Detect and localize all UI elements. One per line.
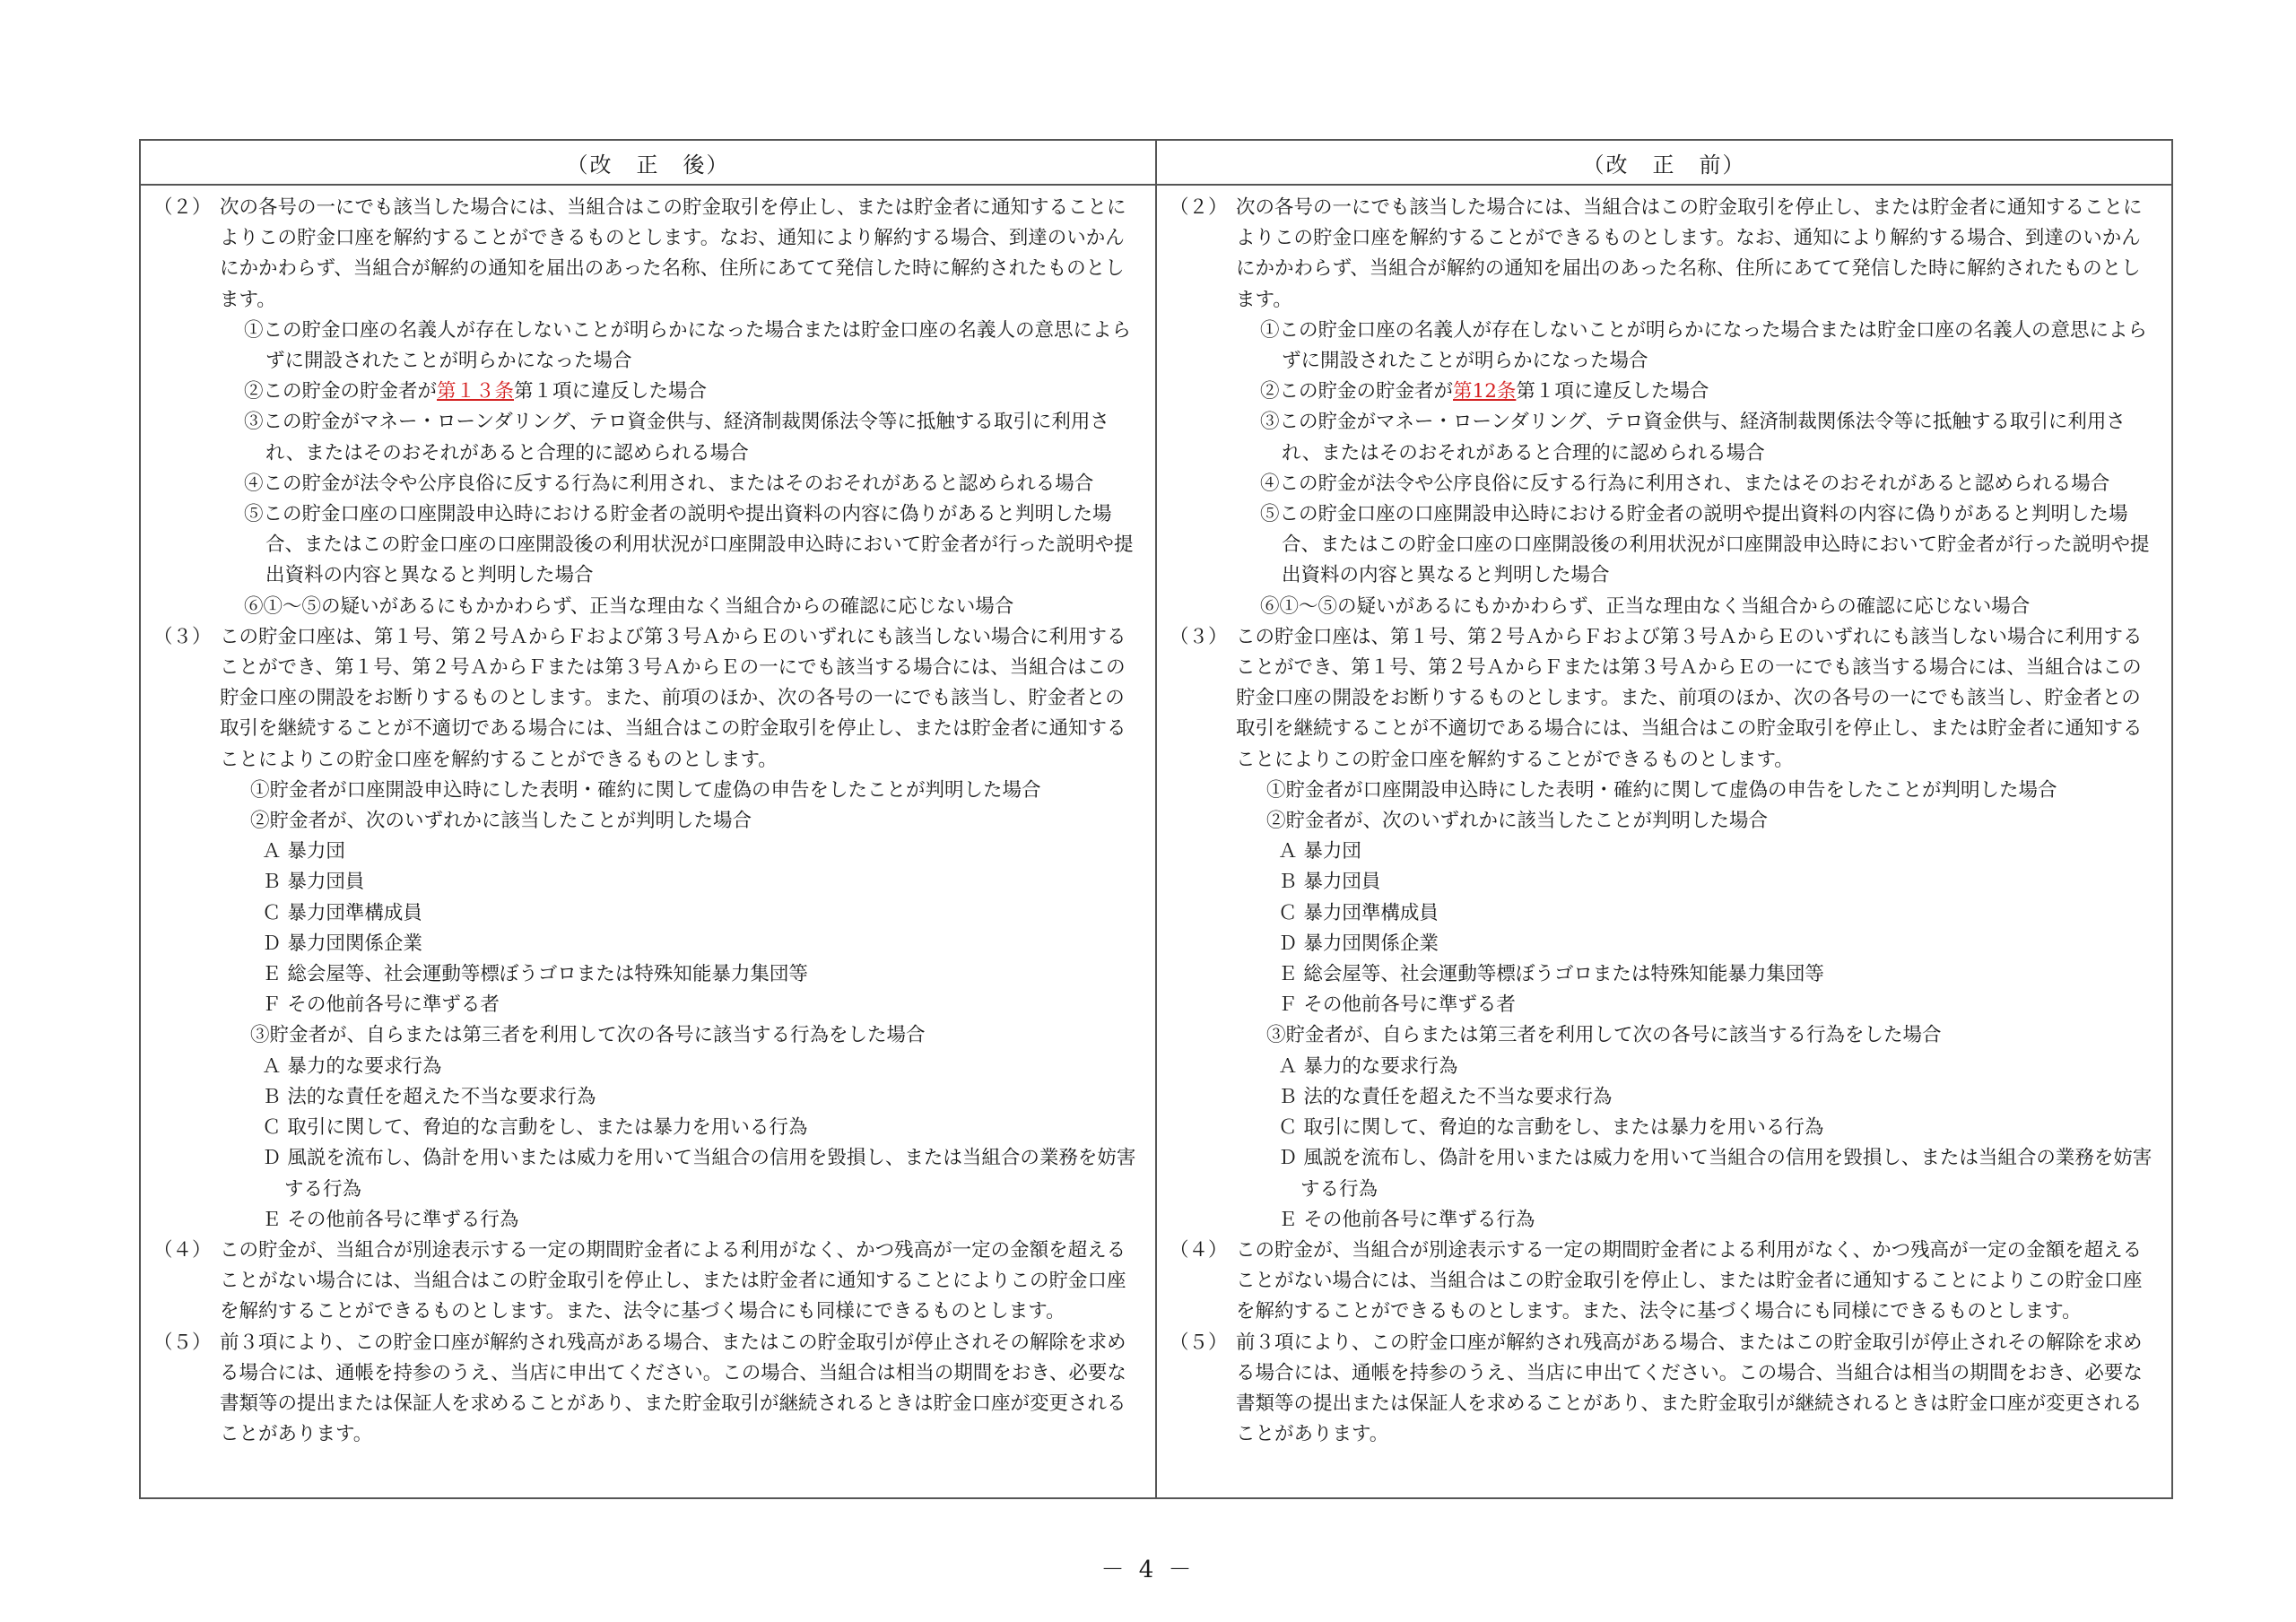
clause-4 [1170, 1236, 2159, 1328]
clause-5 [153, 1328, 1143, 1451]
list-item: ③貯金者が、自らまたは第三者を利用して次の各号に該当する行為をした場合 [250, 1024, 926, 1047]
clause-number: （４） [1170, 1238, 1228, 1262]
clause-2 [1170, 193, 2159, 316]
list-item: ③この貯金がマネー・ローンダリング、テロ資金供与、経済制裁関係法令等に抵触する取引に利用され、またはそのおそれがあると合理的に認められる場合 [1260, 411, 2126, 464]
page-number: － 4 － [1100, 1557, 1196, 1583]
column-after [141, 186, 1155, 1497]
list-item: ④この貯金が法令や公序良俗に反する行為に利用され、またはそのおそれがあると認められる場合 [1260, 472, 2110, 495]
list-item: ②貯金者が、次のいずれかに該当したことが判明した場合 [250, 810, 752, 833]
sub-item: Ａ 暴力団 [1278, 840, 1361, 863]
sub-item: Ａ 暴力的な要求行為 [1278, 1054, 1458, 1078]
list-item: ⑥①～⑤の疑いがあるにもかかわらず、正当な理由なく当組合からの確認に応じない場合 [244, 594, 1014, 618]
list-item: ③この貯金がマネー・ローンダリング、テロ資金供与、経済制裁関係法令等に抵触する取引に利用され、またはそのおそれがあると合理的に認められる場合 [244, 411, 1109, 464]
sub-item: Ｄ 風説を流布し、偽計を用いまたは威力を用いて当組合の信用を毀損し、または当組合の業務を妨害する行為 [262, 1147, 1136, 1201]
sub-item: Ｂ 法的な責任を超えた不当な要求行為 [1278, 1085, 1613, 1108]
table-body [141, 186, 2171, 1497]
sub-item: Ａ 暴力的な要求行為 [262, 1054, 442, 1078]
list-item: ②この貯金の貯金者が第12条第１項に違反した場合 [1260, 380, 1709, 403]
list-item: ⑥①～⑤の疑いがあるにもかかわらず、正当な理由なく当組合からの確認に応じない場合 [1260, 594, 2031, 618]
list-item: ①貯金者が口座開設申込時にした表明・確約に関して虚偽の申告をしたことが判明した場合 [250, 778, 1041, 802]
sub-item: Ａ 暴力団 [262, 840, 345, 863]
list-item: ⑤この貯金口座の口座開設申込時における貯金者の説明や提出資料の内容に偽りがあると判明した場合、またはこの貯金口座の口座開設後の利用状況が口座開設申込時において貯金者が行った説明や提出資料の内容と異なると判明した場合 [1260, 503, 2150, 587]
article-reference: 第12条 [1453, 380, 1517, 403]
sub-item: Ｃ 取引に関して、脅迫的な言動をし、または暴力を用いる行為 [262, 1116, 808, 1140]
list-item: ②この貯金の貯金者が第１３条第１項に違反した場合 [244, 380, 708, 403]
table-header [141, 141, 2171, 186]
clause-number: （５） [153, 1331, 212, 1354]
clause-text: この貯金口座は、第１号、第２号ＡからＦおよび第３号ＡからＥのいずれにも該当しない場合に利用することができ、第１号、第２号ＡからＦまたは第３号ＡからＥの一にでも該当する場合には、当組合はこの貯金口座の開設をお断りするものとします。また、前項のほか、次の各号の一にでも該当し、貯金者との取引を継続することが不適切である場合には、当組合はこの貯金取引を停止し、または貯金者に通知することによりこの貯金口座を解約することができるものとします。 [1236, 625, 2143, 771]
clause-text: この貯金が、当組合が別途表示する一定の期間貯金者による利用がなく、かつ残高が一定の金額を超えることがない場合には、当組合はこの貯金取引を停止し、または貯金者に通知することによりこの貯金口座を解約することができるものとします。また、法令に基づく場合にも同様にできるものとします。 [1236, 1238, 2143, 1323]
clause-number: （３） [153, 625, 212, 648]
sub-item: Ｄ 風説を流布し、偽計を用いまたは威力を用いて当組合の信用を毀損し、または当組合の業務を妨害する行為 [1278, 1147, 2152, 1201]
sub-item: Ｅ 総会屋等、社会運動等標ぼうゴロまたは特殊知能暴力集団等 [1278, 963, 1824, 986]
list-item: ①この貯金口座の名義人が存在しないことが明らかになった場合または貯金口座の名義人の意思によらずに開設されたことが明らかになった場合 [244, 318, 1132, 373]
clause-5 [1170, 1328, 2159, 1451]
clause-text: この貯金が、当組合が別途表示する一定の期間貯金者による利用がなく、かつ残高が一定の金額を超えることがない場合には、当組合はこの貯金取引を停止し、または貯金者に通知することによりこの貯金口座を解約することができるものとします。また、法令に基づく場合にも同様にできるものとします。 [220, 1238, 1126, 1323]
column-before [1155, 186, 2171, 1497]
sub-item: Ｄ 暴力団関係企業 [1278, 932, 1439, 955]
list-item: ③貯金者が、自らまたは第三者を利用して次の各号に該当する行為をした場合 [1266, 1024, 1942, 1047]
clause-number: （４） [153, 1238, 212, 1262]
comparison-table [139, 139, 2173, 1499]
clause-text: 前３項により、この貯金口座が解約され残高がある場合、またはこの貯金取引が停止されその解除を求める場合には、通帳を持参のうえ、当店に申出てください。この場合、当組合は相当の期間をおき、必要な書類等の提出または保証人を求めることがあり、また貯金取引が継続されるときは貯金口座が変更されることがあります。 [220, 1331, 1126, 1446]
clause-3 [153, 622, 1143, 776]
sub-item: Ｃ 暴力団準構成員 [1278, 901, 1439, 924]
sub-item: Ｆ その他前各号に準ずる者 [262, 993, 500, 1017]
list-item: ②貯金者が、次のいずれかに該当したことが判明した場合 [1266, 810, 1769, 833]
clause-number: （２） [1170, 196, 1228, 219]
sub-item: Ｅ 総会屋等、社会運動等標ぼうゴロまたは特殊知能暴力集団等 [262, 963, 808, 986]
clause-text: この貯金口座は、第１号、第２号ＡからＦおよび第３号ＡからＥのいずれにも該当しない場合に利用することができ、第１号、第２号ＡからＦまたは第３号ＡからＥの一にでも該当する場合には、当組合はこの貯金口座の開設をお断りするものとします。また、前項のほか、次の各号の一にでも該当し、貯金者との取引を継続することが不適切である場合には、当組合はこの貯金取引を停止し、または貯金者に通知することによりこの貯金口座を解約することができるものとします。 [220, 625, 1126, 771]
sub-item: Ｃ 取引に関して、脅迫的な言動をし、または暴力を用いる行為 [1278, 1116, 1824, 1140]
sub-item: Ｂ 暴力団員 [262, 871, 365, 894]
clause-text: 次の各号の一にでも該当した場合には、当組合はこの貯金取引を停止し、または貯金者に通知することによりこの貯金口座を解約することができるものとします。なお、通知により解約する場合、到達のいかんにかかわらず、当組合が解約の通知を届出のあった名称、住所にあてて発信した時に解約されたものとします。 [1236, 196, 2143, 311]
list-item: ①貯金者が口座開設申込時にした表明・確約に関して虚偽の申告をしたことが判明した場合 [1266, 778, 2057, 802]
sub-item: Ｂ 暴力団員 [1278, 871, 1381, 894]
sub-item: Ｃ 暴力団準構成員 [262, 901, 422, 924]
clause-3 [1170, 622, 2159, 776]
header-before: （改 正 前） [1155, 141, 2171, 184]
clause-number: （３） [1170, 625, 1228, 648]
clause-text: 次の各号の一にでも該当した場合には、当組合はこの貯金取引を停止し、または貯金者に通知することによりこの貯金口座を解約することができるものとします。なお、通知により解約する場合、到達のいかんにかかわらず、当組合が解約の通知を届出のあった名称、住所にあてて発信した時に解約されたものとします。 [220, 196, 1126, 311]
clause-2 [153, 193, 1143, 316]
article-reference: 第１３条 [437, 380, 515, 403]
list-item: ④この貯金が法令や公序良俗に反する行為に利用され、またはそのおそれがあると認められる場合 [244, 472, 1094, 495]
sub-item: Ｄ 暴力団関係企業 [262, 932, 422, 955]
list-item: ①この貯金口座の名義人が存在しないことが明らかになった場合または貯金口座の名義人の意思によらずに開設されたことが明らかになった場合 [1260, 318, 2148, 373]
sub-item: Ｂ 法的な責任を超えた不当な要求行為 [262, 1085, 596, 1108]
clause-4 [153, 1236, 1143, 1328]
list-item: ⑤この貯金口座の口座開設申込時における貯金者の説明や提出資料の内容に偽りがあると判明した場合、またはこの貯金口座の口座開設後の利用状況が口座開設申込時において貯金者が行った説明や提出資料の内容と異なると判明した場合 [244, 503, 1134, 587]
header-after: （改 正 後） [566, 152, 730, 178]
sub-item: Ｆ その他前各号に準ずる者 [1278, 993, 1516, 1017]
sub-item: Ｅ その他前各号に準ずる行為 [1278, 1208, 1535, 1231]
clause-number: （２） [153, 196, 212, 219]
clause-text: 前３項により、この貯金口座が解約され残高がある場合、またはこの貯金取引が停止されその解除を求める場合には、通帳を持参のうえ、当店に申出てください。この場合、当組合は相当の期間をおき、必要な書類等の提出または保証人を求めることがあり、また貯金取引が継続されるときは貯金口座が変更されることがあります。 [1236, 1331, 2143, 1446]
clause-number: （５） [1170, 1331, 1228, 1354]
sub-item: Ｅ その他前各号に準ずる行為 [262, 1208, 519, 1231]
